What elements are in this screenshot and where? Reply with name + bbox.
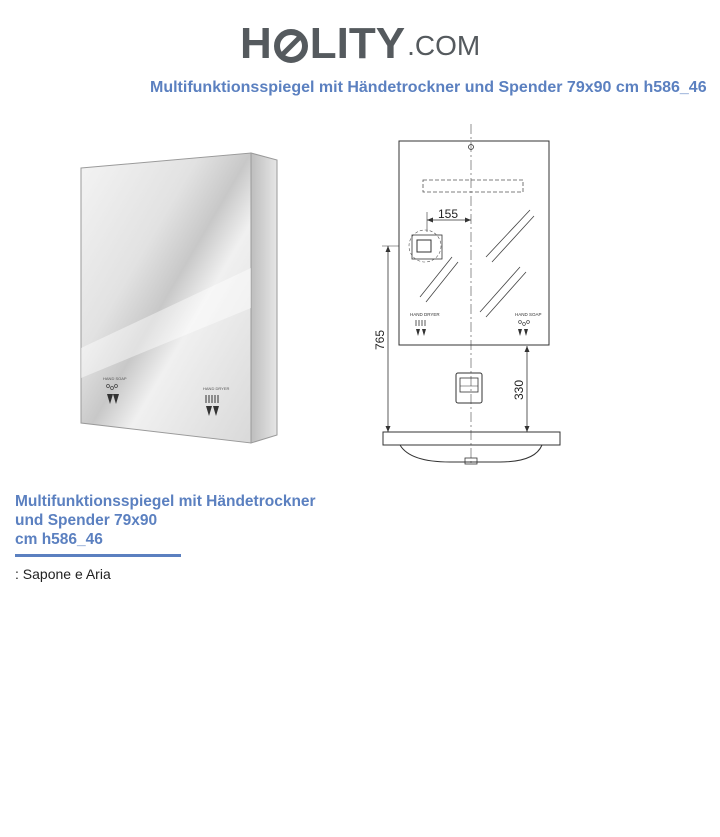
socket-icon bbox=[409, 230, 442, 262]
logo-suffix: .COM bbox=[407, 30, 481, 61]
logo-text-left: H bbox=[240, 19, 272, 68]
faucet-icon bbox=[456, 373, 482, 403]
dim-765-label: 765 bbox=[373, 329, 387, 350]
logo-text-right: LITY bbox=[309, 19, 406, 68]
product-title-line: und Spender 79x90 bbox=[15, 512, 158, 529]
photo-soap-label: HAND SOAP bbox=[103, 376, 127, 381]
title-underline bbox=[15, 554, 181, 557]
product-description: : Sapone e Aria bbox=[15, 566, 111, 582]
product-photo bbox=[75, 148, 285, 448]
dim-155-label: 155 bbox=[438, 207, 459, 221]
drawing-dryer-icon bbox=[416, 320, 426, 336]
drawing-soap-label: HAND SOAP bbox=[515, 312, 542, 317]
dim-330-label: 330 bbox=[512, 379, 526, 400]
product-title bbox=[15, 492, 345, 549]
product-title-line: cm h586_46 bbox=[15, 531, 103, 548]
site-logo[interactable] bbox=[240, 18, 490, 66]
photo-dryer-label: HAND DRYER bbox=[203, 386, 230, 391]
drawing-dryer-label: HAND DRYER bbox=[410, 312, 440, 317]
page-title: Multifunktionsspiegel mit Händetrockner und Spender 79x90 cm h586_46 bbox=[150, 79, 707, 96]
technical-drawing bbox=[370, 122, 570, 467]
drawing-soap-icon bbox=[518, 321, 529, 336]
logo-o-icon bbox=[274, 27, 308, 61]
product-title-line: Multifunktionsspiegel mit Händetrockner bbox=[15, 493, 316, 510]
